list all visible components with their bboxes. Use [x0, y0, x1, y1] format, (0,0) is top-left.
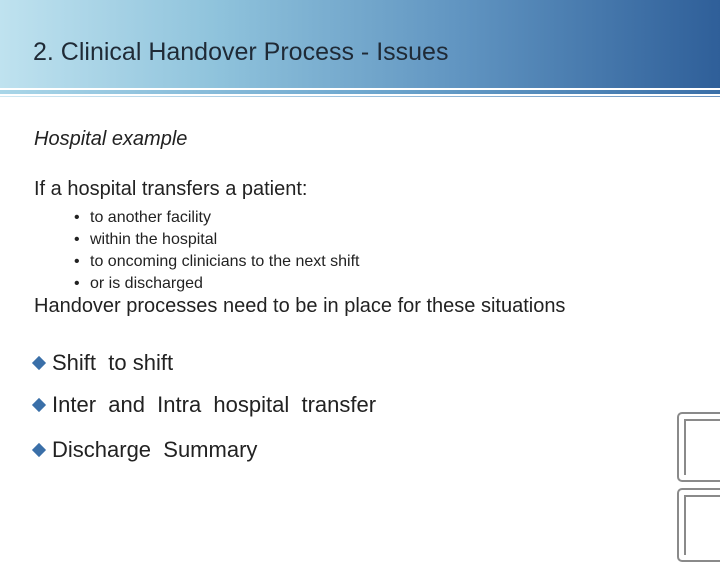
- decorative-frame-inner: [684, 419, 720, 475]
- diamond-item-label: Inter and Intra hospital transfer: [52, 392, 377, 417]
- bullet-dot-icon: •: [74, 231, 80, 248]
- bullet-list: [74, 207, 359, 295]
- summary-text: Handover processes need to be in place for these situations: [34, 295, 566, 317]
- diamond-bullet-icon: [32, 443, 46, 457]
- slide-title: 2. Clinical Handover Process - Issues: [33, 38, 449, 66]
- bullet-dot-icon: •: [74, 253, 80, 270]
- bullet-text: to another facility: [90, 209, 211, 226]
- diamond-item-shift: [34, 350, 173, 376]
- list-item: [74, 273, 359, 295]
- bullet-text: within the hospital: [90, 231, 218, 248]
- list-item: [74, 207, 359, 229]
- decorative-frame-lower: [677, 488, 720, 562]
- bullet-text: or is discharged: [90, 275, 203, 292]
- decorative-frame-upper: [677, 412, 720, 482]
- intro-text: If a hospital transfers a patient:: [34, 178, 308, 200]
- diamond-item-label: Shift to shift: [52, 350, 174, 375]
- diamond-item-transfer: [34, 392, 376, 418]
- slide-subtitle: Hospital example: [34, 128, 188, 150]
- title-bar: [0, 0, 720, 88]
- bullet-text: to oncoming clinicians to the next shift: [90, 253, 360, 270]
- diamond-item-label: Discharge Summary: [52, 437, 258, 462]
- title-divider-thick: [0, 90, 720, 94]
- list-item: [74, 251, 359, 273]
- diamond-bullet-icon: [32, 356, 46, 370]
- list-item: [74, 229, 359, 251]
- bullet-dot-icon: •: [74, 275, 80, 292]
- title-divider-thin: [0, 96, 720, 97]
- diamond-item-discharge: [34, 437, 257, 463]
- decorative-frame-inner: [684, 495, 720, 555]
- bullet-dot-icon: •: [74, 209, 80, 226]
- diamond-bullet-icon: [32, 398, 46, 412]
